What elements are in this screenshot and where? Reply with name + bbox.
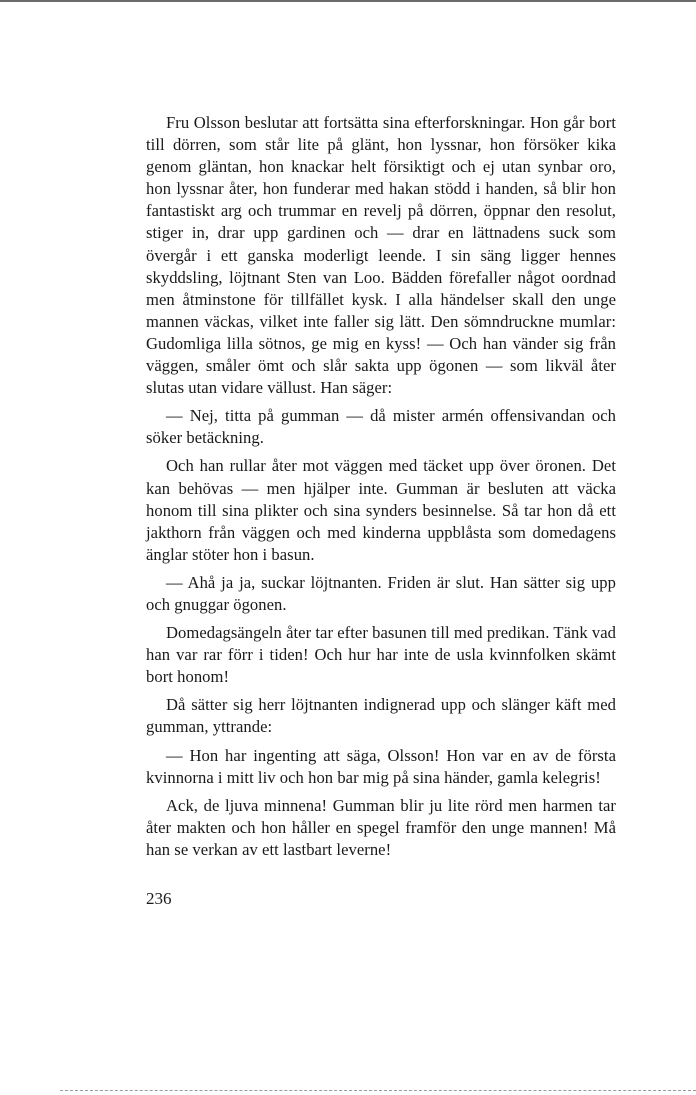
top-edge-rule [0, 0, 696, 2]
paragraph-4: — Ahå ja ja, suckar löjtnanten. Friden är slut. Han sätter sig upp och gnuggar ögonen. [146, 572, 616, 614]
paragraph-2: — Nej, titta på gumman — då mister armén offensivandan och söker betäckning. [146, 406, 616, 448]
page-number: 236 [146, 889, 172, 908]
paragraph-6: Då sätter sig herr löjtnanten indignerad upp och slänger käft med gumman, yttrande: [146, 695, 616, 737]
bottom-edge-rule [60, 1090, 696, 1092]
paragraph-5: Domedagsängeln åter tar efter basunen till med predikan. Tänk vad han var rar förr i tiden! Och hur har inte de usla kvinnfolken skämt bort honom! [146, 623, 616, 687]
paragraph-1: Fru Olsson beslutar att fortsätta sina efterforskningar. Hon går bort till dörren, som står lite på glänt, hon lyssnar, hon försöker kika genom gläntan, hon knackar helt försiktigt och ej utan synbar oro, hon lyssnar åter, hon funderar med hakan stödd i handen, så blir hon fantastiskt arg och trummar en revelj på dörren, öppnar den resolut, stiger in, drar upp gardinen och — drar en lättnadens suck som övergår i ett ganska moderligt leende. I sin säng ligger hennes skyddsling, löjtnant Sten van Loo. Bädden förefaller något oordnad men åtminstone för tillfället kysk. I alla händelser skall den unge mannen väckas, vilket inte faller sig lätt. Den sömndruckne mumlar: Gudomliga lilla sötnos, ge mig en kyss! — Och han vänder sig från väggen, småler ömt och slår sakta upp ögonen — som likväl åter slutas utan vidare vällust. Han säger: [146, 113, 616, 398]
body-text [146, 112, 616, 867]
paragraph-7: — Hon har ingenting att säga, Olsson! Hon var en av de första kvinnorna i mitt liv och hon bar mig på sina händer, gamla kelegris! [146, 745, 616, 787]
paragraph-3: Och han rullar åter mot väggen med täcket upp över öronen. Det kan behövas — men hjälper inte. Gumman är besluten att väcka honom till sina plikter och sina synders besinnelse. Så tar hon då ett jakthorn från väggen och med kinderna uppblåsta som domedagens änglar stöter hon i basun. [146, 456, 616, 564]
paragraph-8: Ack, de ljuva minnena! Gumman blir ju lite rörd men harmen tar åter makten och hon håller en spegel framför den unge mannen! Må han se verkan av ett lastbart leverne! [146, 795, 616, 859]
